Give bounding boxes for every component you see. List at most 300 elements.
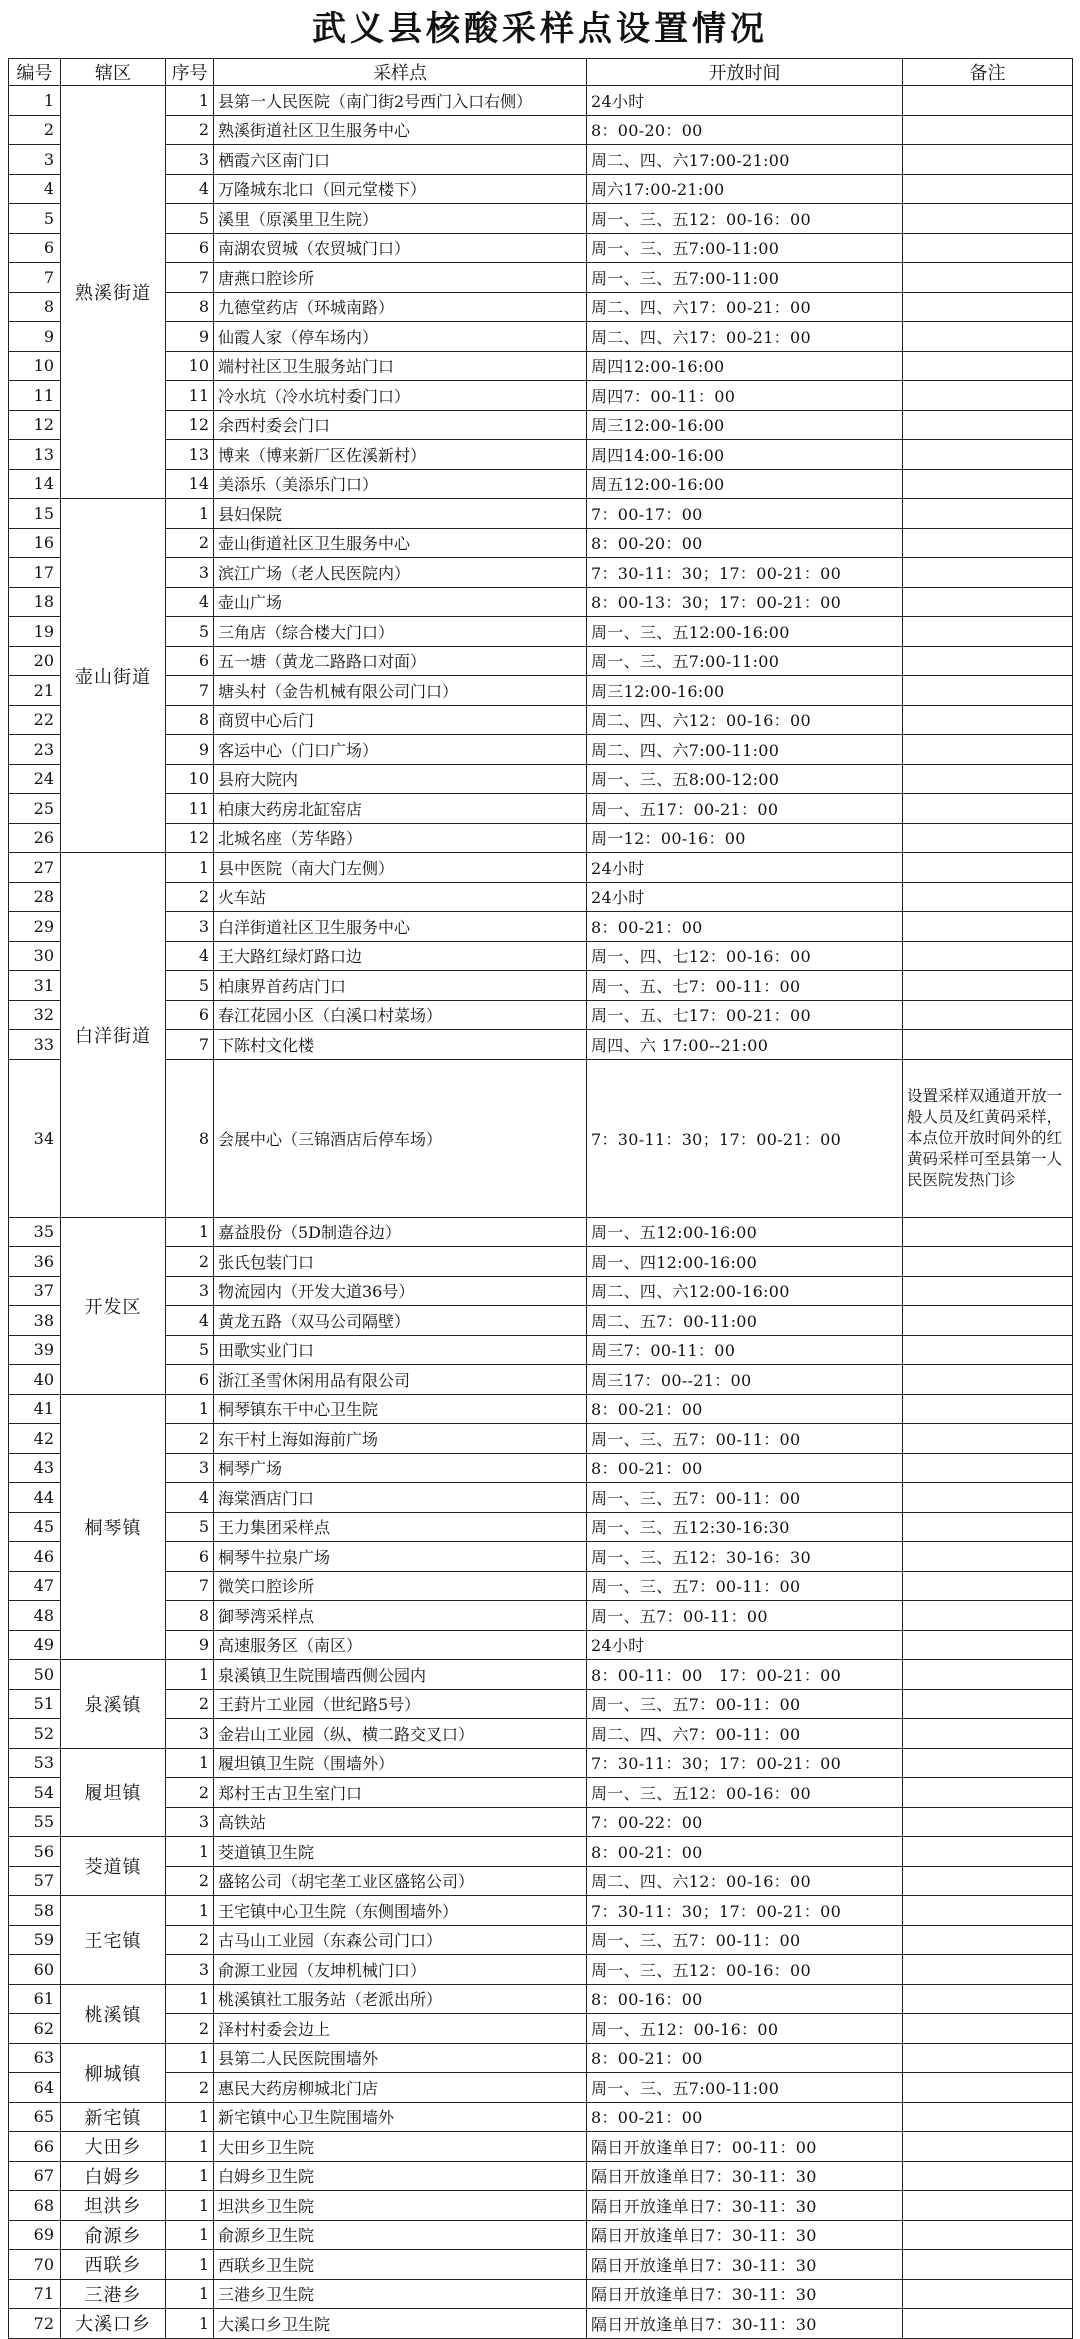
table-row xyxy=(9,499,1073,529)
remarks-cell xyxy=(903,2161,1073,2191)
open-time-cell: 周一、五、七17：00-21：00 xyxy=(587,1000,903,1030)
table-row xyxy=(9,1000,1073,1030)
header-district: 辖区 xyxy=(61,59,166,86)
row-number-cell: 34 xyxy=(9,1059,61,1217)
open-time-cell: 周一、三、五7：00-11：00 xyxy=(587,1689,903,1719)
sequence-cell: 11 xyxy=(166,794,214,824)
table-row xyxy=(9,1276,1073,1306)
site-cell: 郑村王古卫生室门口 xyxy=(214,1778,587,1808)
site-cell: 南湖农贸城（农贸城门口） xyxy=(214,233,587,263)
row-number-cell: 70 xyxy=(9,2250,61,2280)
table-row xyxy=(9,2014,1073,2044)
open-time-cell: 8：00-21：00 xyxy=(587,912,903,942)
site-cell: 栖霞六区南门口 xyxy=(214,145,587,175)
sequence-cell: 10 xyxy=(166,351,214,381)
open-time-cell: 周二、四、六12：00-16：00 xyxy=(587,1866,903,1896)
row-number-cell: 42 xyxy=(9,1424,61,1454)
site-cell: 高铁站 xyxy=(214,1807,587,1837)
table-row xyxy=(9,882,1073,912)
site-cell: 张氏包装门口 xyxy=(214,1247,587,1277)
remarks-cell xyxy=(903,2073,1073,2103)
site-cell: 海棠酒店门口 xyxy=(214,1483,587,1513)
row-number-cell: 38 xyxy=(9,1306,61,1336)
table-row xyxy=(9,2309,1073,2339)
district-cell: 三港乡 xyxy=(61,2279,166,2309)
open-time-cell: 7：30-11：30；17：00-21：00 xyxy=(587,558,903,588)
row-number-cell: 2 xyxy=(9,115,61,145)
site-cell: 高速服务区（南区） xyxy=(214,1630,587,1660)
remarks-cell xyxy=(903,1453,1073,1483)
open-time-cell: 隔日开放逢单日7：30-11：30 xyxy=(587,2309,903,2339)
sequence-cell: 12 xyxy=(166,823,214,853)
row-number-cell: 54 xyxy=(9,1778,61,1808)
remarks-cell xyxy=(903,2191,1073,2221)
row-number-cell: 66 xyxy=(9,2132,61,2162)
site-cell: 大田乡卫生院 xyxy=(214,2132,587,2162)
table-row xyxy=(9,145,1073,175)
open-time-cell: 隔日开放逢单日7：30-11：30 xyxy=(587,2191,903,2221)
remarks-cell xyxy=(903,1365,1073,1395)
row-number-cell: 24 xyxy=(9,764,61,794)
open-time-cell: 周二、四、六12：00-16：00 xyxy=(587,705,903,735)
remarks-cell xyxy=(903,440,1073,470)
sequence-cell: 11 xyxy=(166,381,214,411)
row-number-cell: 39 xyxy=(9,1335,61,1365)
sequence-cell: 12 xyxy=(166,410,214,440)
remarks-cell xyxy=(903,499,1073,529)
table-row xyxy=(9,1719,1073,1749)
site-cell: 盛铭公司（胡宅垄工业区盛铭公司） xyxy=(214,1866,587,1896)
row-number-cell: 13 xyxy=(9,440,61,470)
open-time-cell: 周三12:00-16:00 xyxy=(587,676,903,706)
row-number-cell: 43 xyxy=(9,1453,61,1483)
remarks-cell xyxy=(903,381,1073,411)
open-time-cell: 隔日开放逢单日7：00-11：00 xyxy=(587,2132,903,2162)
row-number-cell: 49 xyxy=(9,1630,61,1660)
table-row xyxy=(9,1424,1073,1454)
remarks-cell xyxy=(903,971,1073,1001)
site-cell: 熟溪街道社区卫生服务中心 xyxy=(214,115,587,145)
remarks-cell xyxy=(903,1030,1073,1060)
sequence-cell: 3 xyxy=(166,1719,214,1749)
site-cell: 嘉益股份（5D制造谷边） xyxy=(214,1217,587,1247)
sequence-cell: 8 xyxy=(166,1601,214,1631)
sequence-cell: 10 xyxy=(166,764,214,794)
open-time-cell: 周一、四、七12：00-16：00 xyxy=(587,941,903,971)
open-time-cell: 周一、三、五7:00-11:00 xyxy=(587,646,903,676)
site-cell: 桐琴镇东干中心卫生院 xyxy=(214,1394,587,1424)
open-time-cell: 隔日开放逢单日7：30-11：30 xyxy=(587,2161,903,2191)
row-number-cell: 9 xyxy=(9,322,61,352)
remarks-cell xyxy=(903,469,1073,499)
site-cell: 冷水坑（冷水坑村委门口） xyxy=(214,381,587,411)
row-number-cell: 63 xyxy=(9,2043,61,2073)
table-row xyxy=(9,646,1073,676)
remarks-cell xyxy=(903,882,1073,912)
table-row xyxy=(9,1483,1073,1513)
district-cell: 俞源乡 xyxy=(61,2220,166,2250)
sequence-cell: 1 xyxy=(166,2250,214,2280)
table-row xyxy=(9,1335,1073,1365)
remarks-cell xyxy=(903,263,1073,293)
district-cell: 白姆乡 xyxy=(61,2161,166,2191)
sequence-cell: 1 xyxy=(166,2309,214,2339)
sequence-cell: 3 xyxy=(166,1453,214,1483)
table-row xyxy=(9,2102,1073,2132)
row-number-cell: 29 xyxy=(9,912,61,942)
table-row xyxy=(9,322,1073,352)
table-row xyxy=(9,1837,1073,1867)
table-row xyxy=(9,1660,1073,1690)
table-row xyxy=(9,1059,1073,1217)
open-time-cell: 8：00-16：00 xyxy=(587,1984,903,2014)
table-row xyxy=(9,440,1073,470)
remarks-cell xyxy=(903,1984,1073,2014)
sequence-cell: 4 xyxy=(166,174,214,204)
site-cell: 商贸中心后门 xyxy=(214,705,587,735)
site-cell: 滨江广场（老人民医院内） xyxy=(214,558,587,588)
sequence-cell: 1 xyxy=(166,1748,214,1778)
sequence-cell: 2 xyxy=(166,1689,214,1719)
sequence-cell: 3 xyxy=(166,558,214,588)
sampling-sites-table xyxy=(8,58,1073,2339)
row-number-cell: 47 xyxy=(9,1571,61,1601)
sequence-cell: 6 xyxy=(166,1365,214,1395)
row-number-cell: 68 xyxy=(9,2191,61,2221)
open-time-cell: 周二、四、六12:00-16:00 xyxy=(587,1276,903,1306)
row-number-cell: 3 xyxy=(9,145,61,175)
table-row xyxy=(9,233,1073,263)
remarks-cell xyxy=(903,145,1073,175)
table-row xyxy=(9,2220,1073,2250)
open-time-cell: 周一、五7：00-11：00 xyxy=(587,1601,903,1631)
sequence-cell: 2 xyxy=(166,1866,214,1896)
remarks-cell xyxy=(903,2279,1073,2309)
site-cell: 五一塘（黄龙二路路口对面） xyxy=(214,646,587,676)
open-time-cell: 周一、三、五8:00-12:00 xyxy=(587,764,903,794)
district-cell: 泉溪镇 xyxy=(61,1660,166,1749)
remarks-cell xyxy=(903,1217,1073,1247)
sequence-cell: 9 xyxy=(166,1630,214,1660)
site-cell: 白姆乡卫生院 xyxy=(214,2161,587,2191)
open-time-cell: 周一、三、五12:30-16:30 xyxy=(587,1512,903,1542)
remarks-cell xyxy=(903,2309,1073,2339)
site-cell: 白洋街道社区卫生服务中心 xyxy=(214,912,587,942)
site-cell: 会展中心（三锦酒店后停车场） xyxy=(214,1059,587,1217)
table-row xyxy=(9,735,1073,765)
sequence-cell: 5 xyxy=(166,1512,214,1542)
sequence-cell: 7 xyxy=(166,676,214,706)
open-time-cell: 隔日开放逢单日7：30-11：30 xyxy=(587,2279,903,2309)
site-cell: 东干村上海如海前广场 xyxy=(214,1424,587,1454)
remarks-cell: 设置采样双通道开放一般人员及红黄码采样，本点位开放时间外的红黄码采样可至县第一人民医院发热门诊 xyxy=(903,1059,1073,1217)
sequence-cell: 5 xyxy=(166,617,214,647)
sequence-cell: 7 xyxy=(166,1030,214,1060)
table-row xyxy=(9,1984,1073,2014)
row-number-cell: 60 xyxy=(9,1955,61,1985)
remarks-cell xyxy=(903,705,1073,735)
remarks-cell xyxy=(903,1689,1073,1719)
site-cell: 柏康界首药店门口 xyxy=(214,971,587,1001)
table-row xyxy=(9,941,1073,971)
site-cell: 王宅镇中心卫生院（东侧围墙外） xyxy=(214,1896,587,1926)
open-time-cell: 周三7：00-11：00 xyxy=(587,1335,903,1365)
remarks-cell xyxy=(903,912,1073,942)
row-number-cell: 59 xyxy=(9,1925,61,1955)
site-cell: 博来（博来新厂区佐溪新村） xyxy=(214,440,587,470)
open-time-cell: 周六17:00-21:00 xyxy=(587,174,903,204)
row-number-cell: 46 xyxy=(9,1542,61,1572)
site-cell: 古马山工业园（东森公司门口） xyxy=(214,1925,587,1955)
table-row xyxy=(9,1748,1073,1778)
site-cell: 田歌实业门口 xyxy=(214,1335,587,1365)
site-cell: 端村社区卫生服务站门口 xyxy=(214,351,587,381)
site-cell: 桐琴广场 xyxy=(214,1453,587,1483)
open-time-cell: 周一、五12:00-16:00 xyxy=(587,1217,903,1247)
remarks-cell xyxy=(903,735,1073,765)
table-row xyxy=(9,381,1073,411)
site-cell: 泽村村委会边上 xyxy=(214,2014,587,2044)
row-number-cell: 61 xyxy=(9,1984,61,2014)
open-time-cell: 周一、五12：00-16：00 xyxy=(587,2014,903,2044)
district-cell: 大溪口乡 xyxy=(61,2309,166,2339)
remarks-cell xyxy=(903,2132,1073,2162)
sequence-cell: 5 xyxy=(166,1335,214,1365)
row-number-cell: 32 xyxy=(9,1000,61,1030)
sequence-cell: 3 xyxy=(166,1807,214,1837)
header-remarks: 备注 xyxy=(903,59,1073,86)
table-row xyxy=(9,558,1073,588)
site-cell: 美添乐（美添乐门口） xyxy=(214,469,587,499)
row-number-cell: 57 xyxy=(9,1866,61,1896)
open-time-cell: 7：30-11：30；17：00-21：00 xyxy=(587,1896,903,1926)
sequence-cell: 14 xyxy=(166,469,214,499)
open-time-cell: 周三12:00-16:00 xyxy=(587,410,903,440)
row-number-cell: 55 xyxy=(9,1807,61,1837)
site-cell: 万隆城东北口（回元堂楼下） xyxy=(214,174,587,204)
table-row xyxy=(9,1512,1073,1542)
sequence-cell: 3 xyxy=(166,1276,214,1306)
district-cell: 王宅镇 xyxy=(61,1896,166,1985)
row-number-cell: 44 xyxy=(9,1483,61,1513)
open-time-cell: 8：00-20：00 xyxy=(587,115,903,145)
site-cell: 壶山广场 xyxy=(214,587,587,617)
site-cell: 客运中心（门口广场） xyxy=(214,735,587,765)
open-time-cell: 周一、五17：00-21：00 xyxy=(587,794,903,824)
sequence-cell: 3 xyxy=(166,145,214,175)
table-row xyxy=(9,1866,1073,1896)
remarks-cell xyxy=(903,1807,1073,1837)
row-number-cell: 62 xyxy=(9,2014,61,2044)
row-number-cell: 12 xyxy=(9,410,61,440)
header-sequence: 序号 xyxy=(166,59,214,86)
sequence-cell: 1 xyxy=(166,2161,214,2191)
remarks-cell xyxy=(903,1000,1073,1030)
site-cell: 俞源工业园（友坤机械门口） xyxy=(214,1955,587,1985)
table-row xyxy=(9,1630,1073,1660)
district-cell: 大田乡 xyxy=(61,2132,166,2162)
sequence-cell: 3 xyxy=(166,1955,214,1985)
open-time-cell: 周一、三、五7：00-11：00 xyxy=(587,1424,903,1454)
remarks-cell xyxy=(903,646,1073,676)
site-cell: 柏康大药房北缸窑店 xyxy=(214,794,587,824)
site-cell: 县第一人民医院（南门街2号西门入口右侧） xyxy=(214,86,587,116)
row-number-cell: 23 xyxy=(9,735,61,765)
table-row xyxy=(9,2191,1073,2221)
header-open-time: 开放时间 xyxy=(587,59,903,86)
sequence-cell: 2 xyxy=(166,882,214,912)
open-time-cell: 周二、四、六7：00-11：00 xyxy=(587,1719,903,1749)
row-number-cell: 36 xyxy=(9,1247,61,1277)
table-row xyxy=(9,1217,1073,1247)
site-cell: 王葑片工业园（世纪路5号） xyxy=(214,1689,587,1719)
site-cell: 微笑口腔诊所 xyxy=(214,1571,587,1601)
open-time-cell: 周三17：00--21：00 xyxy=(587,1365,903,1395)
remarks-cell xyxy=(903,764,1073,794)
open-time-cell: 8：00-11：00 17：00-21：00 xyxy=(587,1660,903,1690)
remarks-cell xyxy=(903,1335,1073,1365)
row-number-cell: 19 xyxy=(9,617,61,647)
site-cell: 西联乡卫生院 xyxy=(214,2250,587,2280)
table-row xyxy=(9,823,1073,853)
table-row xyxy=(9,1601,1073,1631)
site-cell: 惠民大药房柳城北门店 xyxy=(214,2073,587,2103)
district-cell: 履坦镇 xyxy=(61,1748,166,1837)
row-number-cell: 69 xyxy=(9,2220,61,2250)
open-time-cell: 周一、三、五12：00-16：00 xyxy=(587,1778,903,1808)
district-cell: 坦洪乡 xyxy=(61,2191,166,2221)
row-number-cell: 11 xyxy=(9,381,61,411)
sequence-cell: 1 xyxy=(166,1394,214,1424)
open-time-cell: 周一、三、五7：00-11：00 xyxy=(587,1925,903,1955)
sequence-cell: 4 xyxy=(166,587,214,617)
site-cell: 泉溪镇卫生院围墙西侧公园内 xyxy=(214,1660,587,1690)
sequence-cell: 1 xyxy=(166,86,214,116)
row-number-cell: 40 xyxy=(9,1365,61,1395)
remarks-cell xyxy=(903,1896,1073,1926)
sequence-cell: 1 xyxy=(166,1984,214,2014)
open-time-cell: 隔日开放逢单日7：30-11：30 xyxy=(587,2220,903,2250)
remarks-cell xyxy=(903,1660,1073,1690)
site-cell: 茭道镇卫生院 xyxy=(214,1837,587,1867)
open-time-cell: 周一、三、五12：30-16：30 xyxy=(587,1542,903,1572)
table-row xyxy=(9,794,1073,824)
sequence-cell: 1 xyxy=(166,1896,214,1926)
remarks-cell xyxy=(903,1512,1073,1542)
table-row xyxy=(9,971,1073,1001)
table-row xyxy=(9,2132,1073,2162)
site-cell: 新宅镇中心卫生院围墙外 xyxy=(214,2102,587,2132)
table-row xyxy=(9,1394,1073,1424)
sequence-cell: 1 xyxy=(166,853,214,883)
district-cell: 茭道镇 xyxy=(61,1837,166,1896)
row-number-cell: 1 xyxy=(9,86,61,116)
sequence-cell: 2 xyxy=(166,2073,214,2103)
site-cell: 黄龙五路（双马公司隔壁） xyxy=(214,1306,587,1336)
sequence-cell: 1 xyxy=(166,2279,214,2309)
remarks-cell xyxy=(903,292,1073,322)
row-number-cell: 50 xyxy=(9,1660,61,1690)
sequence-cell: 1 xyxy=(166,2043,214,2073)
site-cell: 王力集团采样点 xyxy=(214,1512,587,1542)
site-cell: 大溪口乡卫生院 xyxy=(214,2309,587,2339)
row-number-cell: 5 xyxy=(9,204,61,234)
table-row xyxy=(9,853,1073,883)
site-cell: 坦洪乡卫生院 xyxy=(214,2191,587,2221)
sequence-cell: 1 xyxy=(166,1660,214,1690)
site-cell: 火车站 xyxy=(214,882,587,912)
sequence-cell: 2 xyxy=(166,1247,214,1277)
remarks-cell xyxy=(903,2043,1073,2073)
district-cell: 柳城镇 xyxy=(61,2043,166,2102)
remarks-cell xyxy=(903,1306,1073,1336)
open-time-cell: 24小时 xyxy=(587,86,903,116)
header-site: 采样点 xyxy=(214,59,587,86)
table-row xyxy=(9,115,1073,145)
table-row xyxy=(9,528,1073,558)
remarks-cell xyxy=(903,86,1073,116)
sequence-cell: 1 xyxy=(166,2191,214,2221)
row-number-cell: 18 xyxy=(9,587,61,617)
open-time-cell: 周四7：00-11：00 xyxy=(587,381,903,411)
site-cell: 王大路红绿灯路口边 xyxy=(214,941,587,971)
row-number-cell: 65 xyxy=(9,2102,61,2132)
row-number-cell: 48 xyxy=(9,1601,61,1631)
sequence-cell: 13 xyxy=(166,440,214,470)
open-time-cell: 周一、三、五12:00-16:00 xyxy=(587,617,903,647)
sequence-cell: 8 xyxy=(166,705,214,735)
table-row xyxy=(9,2043,1073,2073)
remarks-cell xyxy=(903,558,1073,588)
site-cell: 三港乡卫生院 xyxy=(214,2279,587,2309)
remarks-cell xyxy=(903,1866,1073,1896)
site-cell: 唐燕口腔诊所 xyxy=(214,263,587,293)
row-number-cell: 4 xyxy=(9,174,61,204)
remarks-cell xyxy=(903,410,1073,440)
table-row xyxy=(9,1807,1073,1837)
row-number-cell: 71 xyxy=(9,2279,61,2309)
site-cell: 履坦镇卫生院（围墙外） xyxy=(214,1748,587,1778)
site-cell: 三角店（综合楼大门口） xyxy=(214,617,587,647)
open-time-cell: 周一12：00-16：00 xyxy=(587,823,903,853)
remarks-cell xyxy=(903,1837,1073,1867)
remarks-cell xyxy=(903,1276,1073,1306)
sequence-cell: 1 xyxy=(166,2132,214,2162)
row-number-cell: 51 xyxy=(9,1689,61,1719)
open-time-cell: 8：00-21：00 xyxy=(587,1837,903,1867)
table-row xyxy=(9,1542,1073,1572)
open-time-cell: 周一、三、五12：00-16：00 xyxy=(587,1955,903,1985)
table-row xyxy=(9,410,1073,440)
site-cell: 下陈村文化楼 xyxy=(214,1030,587,1060)
sequence-cell: 8 xyxy=(166,292,214,322)
table-row xyxy=(9,1571,1073,1601)
open-time-cell: 周一、三、五7:00-11:00 xyxy=(587,233,903,263)
row-number-cell: 41 xyxy=(9,1394,61,1424)
remarks-cell xyxy=(903,528,1073,558)
open-time-cell: 周一、三、五7：00-11：00 xyxy=(587,1571,903,1601)
open-time-cell: 周二、四、六17：00-21：00 xyxy=(587,292,903,322)
table-row xyxy=(9,587,1073,617)
remarks-cell xyxy=(903,1542,1073,1572)
open-time-cell: 周一、五、七7：00-11：00 xyxy=(587,971,903,1001)
open-time-cell: 周一、三、五7:00-11:00 xyxy=(587,2073,903,2103)
remarks-cell xyxy=(903,1424,1073,1454)
remarks-cell xyxy=(903,794,1073,824)
row-number-cell: 25 xyxy=(9,794,61,824)
row-number-cell: 8 xyxy=(9,292,61,322)
sequence-cell: 9 xyxy=(166,322,214,352)
